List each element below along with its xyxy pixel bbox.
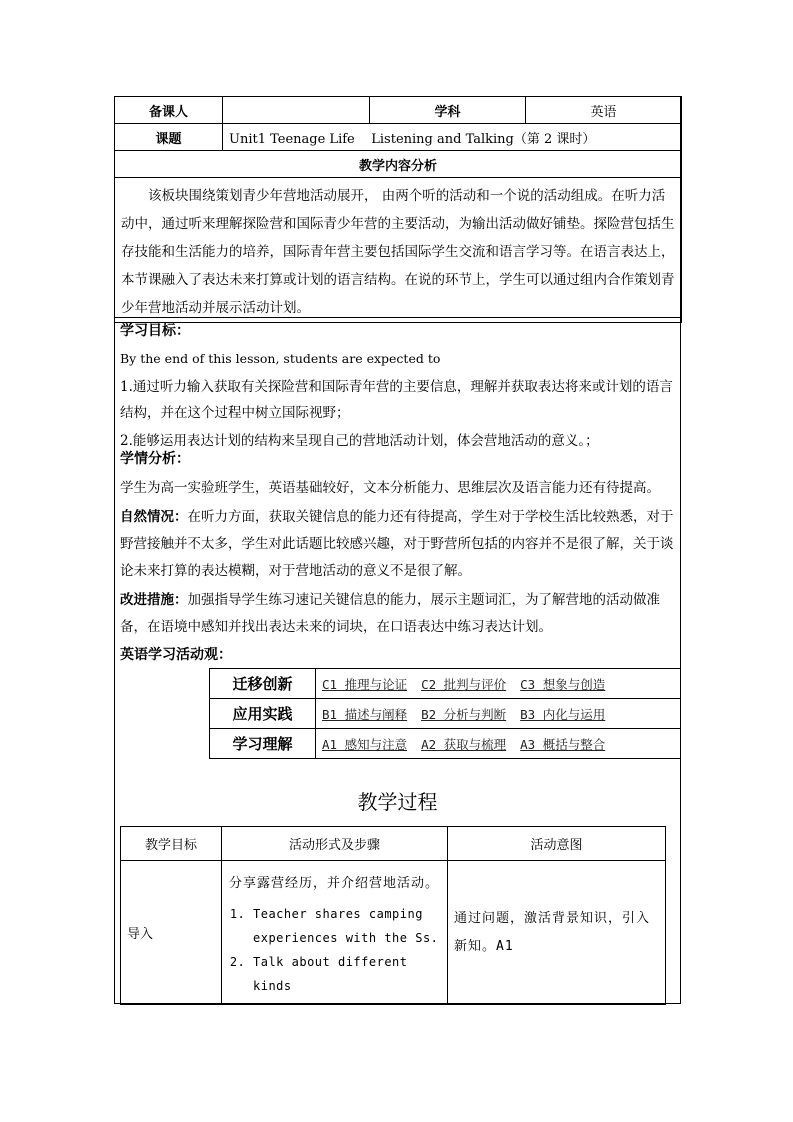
process-col-steps: 活动形式及步骤 [222, 827, 448, 861]
learners-section [114, 446, 681, 669]
activity-item: B2 分析与判断 [421, 706, 507, 722]
process-intent-cell: 通过问题，激活背景知识，引入新知。A1 [448, 861, 666, 1005]
objectives-intro: By the end of this lesson, students are expected to [120, 351, 441, 366]
activity-item: C1 推理与论证 [322, 676, 408, 692]
activity-item: A1 感知与注意 [322, 736, 408, 752]
learners-heading: 学情分析： [120, 451, 190, 467]
header-table [114, 96, 682, 323]
topic-label: 课题 [115, 124, 223, 151]
activity-item: A3 概括与整合 [520, 736, 606, 752]
activity-view-label: 英语学习活动观： [120, 647, 232, 663]
process-goal-cell: 导入 [121, 861, 222, 1005]
process-col-intent: 活动意图 [448, 827, 666, 861]
nature-label: 自然情况： [120, 509, 188, 525]
preparer-value [223, 97, 370, 124]
activity-item: B3 内化与运用 [520, 706, 606, 722]
nature-text: 在听力方面，获取关键信息的能力还有待提高，学生对于学校生活比较熟悉，对于野营接触并不太多，学生对此话题比较感兴趣，对于野营所包括的内容并不是很了解，关于谈论未来打算的表达模糊，对于营地活动的意义不是很了解。 [120, 509, 674, 579]
nature-paragraph [114, 502, 681, 585]
analysis-heading: 教学内容分析 [115, 151, 682, 178]
process-col-goal: 教学目标 [121, 827, 222, 861]
objective-item-2: 2.能够运用表达计划的结构来呈现自己的营地活动计划，体会营地活动的意义。； [120, 433, 599, 449]
activity-item: B1 描述与阐释 [322, 706, 408, 722]
process-steps-cell [222, 861, 448, 1005]
table-row [121, 861, 666, 1005]
measure-label: 改进措施： [120, 592, 188, 608]
steps-intro: 分享露营经历，并介绍营地活动。 [229, 876, 440, 891]
analysis-text: 该板块围绕策划青少年营地活动展开， 由两个听的活动和一个说的活动组成。在听力活动中，通过听来理解探险营和国际青少年营的主要活动，为输出活动做好铺垫。探险营包括生存技能和生活能力的培养，国际青年营主要包括国际学生交流和语言学习等。在语言表达上，本节课融入了表达未来打算或计划的语言结构。在说的环节上，学生可以通过组内合作策划青少年营地活动并展示活动计划。 [121, 188, 675, 316]
preparer-label: 备课人 [115, 97, 223, 124]
step-item: 2. Talk about different kinds [253, 950, 440, 998]
measure-paragraph [114, 585, 681, 641]
objectives-section [114, 317, 681, 455]
objective-item-1: 1.通过听力输入获取有关探险营和国际青年营的主要信息，理解并获取表达将来或计划的语言结构，并在这个过程中树立国际视野； [120, 379, 673, 421]
activity-item: A2 获取与梳理 [421, 736, 507, 752]
step-item: 1. Teacher shares camping experiences with the Ss. [253, 902, 440, 950]
activity-view-items [316, 729, 681, 759]
activity-view-key: 迁移创新 [210, 669, 316, 699]
activity-view-key: 应用实践 [210, 699, 316, 729]
activity-view-items [316, 699, 681, 729]
process-table [120, 826, 666, 1005]
subject-value: 英语 [526, 97, 682, 124]
learners-text: 学生为高一实验班学生，英语基础较好，文本分析能力、思维层次及语言能力还有待提高。 [120, 480, 660, 496]
activity-item: C2 批判与评价 [421, 676, 507, 692]
subject-label: 学科 [370, 97, 526, 124]
activity-view-table [209, 668, 681, 759]
activity-item: C3 想象与创造 [520, 676, 606, 692]
measure-text: 加强指导学生练习速记关键信息的能力，展示主题词汇，为了解营地的活动做准备，在语境中感知并找出表达未来的词块，在口语表达中练习表达计划。 [120, 592, 660, 635]
activity-view-row [210, 699, 681, 729]
activity-view-key: 学习理解 [210, 729, 316, 759]
objectives-heading: 学习目标： [120, 323, 190, 339]
activity-view-items [316, 669, 681, 699]
activity-view-row [210, 729, 681, 759]
process-title: 教学过程 [357, 790, 438, 814]
analysis-cell [115, 178, 682, 323]
topic-value: Unit1 Teenage Life Listening and Talking（第 2 课时） [223, 124, 682, 151]
activity-view-row [210, 669, 681, 699]
